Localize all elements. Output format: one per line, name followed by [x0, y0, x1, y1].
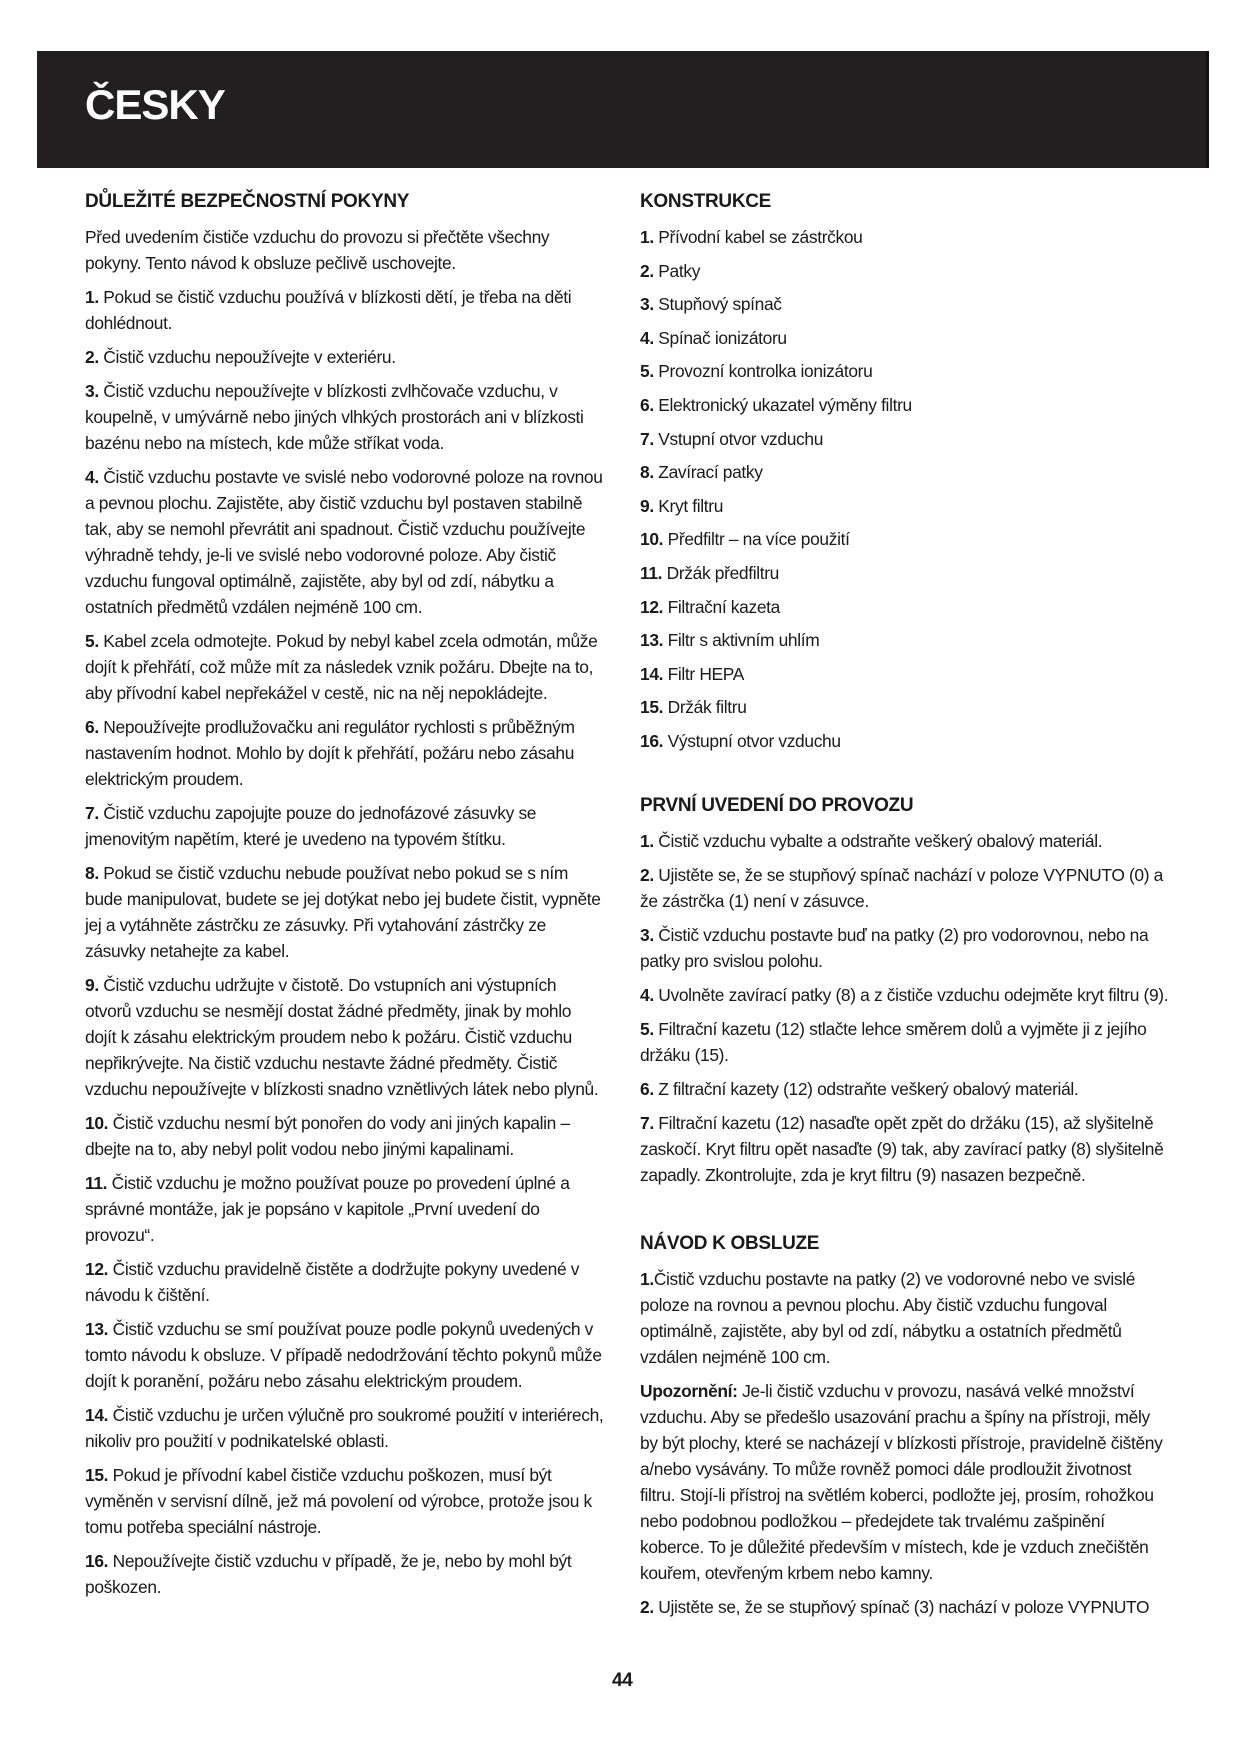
item-number: 6.: [85, 717, 99, 737]
item-number: 15.: [640, 697, 664, 718]
item-text: Čistič vzduchu nesmí být ponořen do vody ani jiných kapalin – dbejte na to, aby nebyl polit vodou nebo jinými kapalinami.: [85, 1113, 570, 1159]
safety-item: [85, 284, 605, 336]
component-item: [640, 258, 1170, 284]
item-text: Z filtrační kazety (12) odstraňte veškerý obalový materiál.: [658, 1078, 1079, 1099]
first-use-step: [640, 862, 1170, 914]
item-text: Kryt filtru: [658, 495, 724, 516]
item-text: Uvolněte zavírací patky (8) a z čističe vzduchu odejměte kryt filtru (9).: [658, 984, 1169, 1005]
item-text: Stupňový spínač: [658, 294, 782, 315]
page-number: 44: [612, 1670, 633, 1691]
item-number: 1.: [640, 830, 654, 851]
item-number: 1.: [640, 1268, 654, 1289]
component-item: [640, 627, 1170, 653]
item-number: 16.: [640, 730, 664, 751]
component-item: [640, 291, 1170, 317]
item-text: Čistič vzduchu pravidelně čistěte a dodržujte pokyny uvedené v návodu k čištění.: [85, 1259, 580, 1305]
item-text: Výstupní otvor vzduchu: [667, 730, 841, 751]
item-text: Vstupní otvor vzduchu: [658, 428, 824, 449]
component-item: [640, 325, 1170, 351]
construction-list: [640, 224, 1170, 754]
item-text: Patky: [658, 260, 701, 281]
item-text: Předfiltr – na více použití: [667, 529, 850, 550]
safety-item: [85, 378, 605, 456]
item-number: 12.: [85, 1259, 109, 1279]
safety-item: [85, 972, 605, 1102]
safety-item: [85, 1548, 605, 1600]
item-text: Ujistěte se, že se stupňový spínač nachází v poloze VYPNUTO (0) a že zástrčka (1) není v zásuvce.: [640, 864, 1163, 911]
item-text: Provozní kontrolka ionizátoru: [658, 361, 873, 382]
item-number: 4.: [640, 327, 654, 348]
item-text: Elektronický ukazatel výměny filtru: [658, 394, 912, 415]
item-number: 5.: [640, 361, 654, 382]
item-number: 2.: [640, 260, 654, 281]
safety-item: [85, 714, 605, 792]
item-number: 13.: [640, 630, 664, 651]
item-number: 15.: [85, 1465, 109, 1485]
first-use-step: [640, 922, 1170, 974]
item-text: Ujistěte se, že se stupňový spínač (3) nachází v poloze VYPNUTO: [658, 1596, 1150, 1617]
safety-heading: DŮLEŽITÉ BEZPEČNOSTNÍ POKYNY: [85, 191, 410, 212]
item-number: 2.: [85, 347, 99, 367]
item-number: 5.: [85, 631, 99, 651]
component-item: [640, 426, 1170, 452]
item-number: 1.: [640, 227, 654, 247]
component-item: [640, 661, 1170, 687]
safety-list: [85, 284, 605, 1600]
item-text: Čistič vzduchu udržujte v čistotě. Do vstupních ani výstupních otvorů vzduchu se nesmějí dostat žádné předměty, jinak by mohlo dojít k zásahu elektrickým proudem nebo k požáru. Čistič vzduchu nepřikrývejte. Na čistič vzduchu nestavte žádné předměty. Čistič vzduchu nepoužívejte v blízkosti snadno vznětlivých látek nebo plynů.: [85, 975, 599, 1099]
item-number: 3.: [640, 294, 654, 315]
item-text: Čistič vzduchu nepoužívejte v blízkosti zvlhčovače vzduchu, v koupelně, v umývárně nebo jiných vlhkých prostorách ani v blízkosti bazénu nebo na místech, kde může stříkat voda.: [85, 381, 584, 453]
header-bar: [37, 51, 1206, 168]
safety-item: [85, 1402, 605, 1454]
item-text: Pokud se čistič vzduchu nebude používat nebo pokud se s ním bude manipulovat, budete se jej dotýkat nebo jej budete čistit, vypněte jej a vytáhněte zástrčku ze zásuvky. Při vytahování zástrčky ze zásuvky netahejte za kabel.: [85, 863, 601, 961]
component-item: [640, 594, 1170, 620]
safety-item: [85, 344, 605, 370]
item-number: 2.: [640, 1596, 654, 1617]
item-number: 1.: [85, 287, 99, 307]
item-number: 9.: [85, 975, 99, 995]
safety-item: [85, 1462, 605, 1540]
item-text: Čistič vzduchu nepoužívejte v exteriéru.: [103, 347, 396, 367]
safety-item: [85, 1256, 605, 1308]
item-number: 7.: [640, 1112, 654, 1133]
item-number: 16.: [85, 1551, 109, 1571]
note-text: Je-li čistič vzduchu v provozu, nasává velké množství vzduchu. Aby se předešlo usazování prachu a špíny na přístroji, měly by být plochy, které se nacházejí v blízkosti přístroje, pravidelně čištěny a/nebo vysávány. To může rovněž pomoci dále prodloužit životnost filtru. Stojí-li přístroj na světlém koberci, podložte jej, prosím, rohožkou nebo podobnou podložkou – předejdete tak trvalému zašpinění koberce. To je důležité především v místech, kde je vzduch znečištěn kouřem, otevřeným krbem nebo kamny.: [640, 1380, 1163, 1583]
item-text: Filtrační kazetu (12) stlačte lehce směrem dolů a vyjměte ji z jejího držáku (15).: [640, 1018, 1147, 1065]
safety-item: [85, 800, 605, 852]
item-number: 4.: [85, 467, 99, 487]
item-text: Nepoužívejte čistič vzduchu v případě, že je, nebo by mohl být poškozen.: [85, 1551, 572, 1597]
safety-item: [85, 1316, 605, 1394]
item-number: 6.: [640, 1078, 654, 1099]
item-number: 2.: [640, 864, 654, 885]
first-use-step: [640, 1110, 1170, 1188]
safety-item: [85, 1170, 605, 1248]
item-number: 4.: [640, 984, 654, 1005]
item-text: Čistič vzduchu je možno používat pouze po provedení úplné a správné montáže, jak je popsáno v kapitole „První uvedení do provozu“.: [85, 1173, 570, 1245]
item-number: 8.: [640, 462, 654, 483]
item-number: 13.: [85, 1319, 109, 1339]
component-item: [640, 526, 1170, 552]
safety-item: [85, 628, 605, 706]
safety-item: [85, 860, 605, 964]
item-text: Pokud se čistič vzduchu používá v blízkosti dětí, je třeba na děti dohlédnout.: [85, 287, 572, 333]
item-number: 10.: [85, 1113, 109, 1133]
item-text: Držák filtru: [667, 697, 747, 718]
item-text: Čistič vzduchu vybalte a odstraňte veškerý obalový materiál.: [658, 830, 1103, 851]
item-text: Čistič vzduchu postavte na patky (2) ve vodorovné nebo ve svislé poloze na rovnou a pevnou plochu. Aby čistič vzduchu fungoval optimálně, zajistěte, aby byl od zdí, nábytku a ostatních předmětů vzdálen nejméně 100 cm.: [640, 1268, 1136, 1367]
item-text: Čistič vzduchu zapojujte pouze do jednofázové zásuvky se jmenovitým napětím, které je uvedeno na typovém štítku.: [85, 803, 537, 849]
item-number: 11.: [640, 562, 663, 583]
first-use-list: [640, 828, 1170, 1188]
component-item: [640, 694, 1170, 720]
note-label: Upozornění:: [640, 1380, 738, 1401]
item-number: 7.: [640, 428, 654, 449]
item-number: 6.: [640, 394, 654, 415]
item-text: Filtr HEPA: [667, 663, 744, 684]
operation-item: [640, 1266, 1170, 1370]
item-number: 3.: [85, 381, 99, 401]
item-text: Pokud je přívodní kabel čističe vzduchu poškozen, musí být vyměněn v servisní dílně, jež má povolení od výrobce, protože jsou k tomu potřeba speciální nástroje.: [85, 1465, 592, 1537]
component-item: [640, 560, 1170, 586]
item-text: Kabel zcela odmotejte. Pokud by nebyl kabel zcela odmotán, může dojít k přehřátí, což může mít za následek vznik požáru. Dbejte na to, aby přívodní kabel nepřekážel v cestě, nic na něj nepokládejte.: [85, 631, 598, 703]
first-use-step: [640, 1076, 1170, 1102]
operation-item: [640, 1594, 1170, 1620]
first-use-heading: PRVNÍ UVEDENÍ DO PROVOZU: [640, 794, 914, 816]
component-item: [640, 358, 1170, 384]
item-number: 14.: [85, 1405, 109, 1425]
item-text: Čistič vzduchu postavte buď na patky (2) pro vodorovnou, nebo na patky pro svislou polohu.: [640, 924, 1149, 971]
item-number: 3.: [640, 924, 654, 945]
operation-heading: NÁVOD K OBSLUZE: [640, 1232, 820, 1254]
header-edge: [1206, 51, 1209, 168]
item-number: 7.: [85, 803, 99, 823]
first-use-step: [640, 982, 1170, 1008]
item-text: Filtr s aktivním uhlím: [667, 630, 820, 651]
item-text: Čistič vzduchu se smí používat pouze podle pokynů uvedených v tomto návodu k obsluze. V případě nedodržování těchto pokynů může dojít k poranění, požáru nebo zásahu elektrickým proudem.: [85, 1319, 602, 1391]
operation-note: [640, 1378, 1170, 1586]
right-column: [640, 190, 1170, 1628]
item-text: Spínač ionizátoru: [658, 327, 787, 348]
component-item: [640, 224, 1170, 250]
item-text: Nepoužívejte prodlužovačku ani regulátor rychlosti s průběžným nastavením hodnot. Mohlo by dojít k přehřátí, požáru nebo zásahu elektrickým proudem.: [85, 717, 575, 789]
item-number: 5.: [640, 1018, 654, 1039]
language-title: ČESKY: [85, 81, 225, 128]
item-text: Filtrační kazetu (12) nasaďte opět zpět do držáku (15), až slyšitelně zaskočí. Kryt filtru opět nasaďte (9) tak, aby zavírací patky (8) slyšitelně zapadly. Zkontrolujte, zda je kryt filtru (9) nasazen bezpečně.: [640, 1112, 1164, 1185]
first-use-step: [640, 1016, 1170, 1068]
item-number: 8.: [85, 863, 99, 883]
item-number: 11.: [85, 1173, 108, 1193]
component-item: [640, 459, 1170, 485]
item-text: Filtrační kazeta: [667, 596, 780, 617]
item-text: Přívodní kabel se zástrčkou: [658, 227, 863, 247]
item-number: 9.: [640, 495, 654, 516]
first-use-step: [640, 828, 1170, 854]
item-text: Čistič vzduchu postavte ve svislé nebo vodorovné poloze na rovnou a pevnou plochu. Zajistěte, aby čistič vzduchu byl postaven stabilně tak, aby se nemohl převrátit ani spadnout. Čistič vzduchu používejte výhradně tehdy, je-li ve svislé nebo vodorovné poloze. Aby čistič vzduchu fungoval optimálně, zajistěte, aby byl od zdí, nábytku a ostatních předmětů vzdálen nejméně 100 cm.: [85, 467, 603, 617]
item-text: Držák předfiltru: [666, 562, 779, 583]
item-text: Čistič vzduchu je určen výlučně pro soukromé použití v interiérech, nikoliv pro použití v podnikatelské oblasti.: [85, 1405, 604, 1451]
component-item: [640, 392, 1170, 418]
safety-item: [85, 1110, 605, 1162]
item-text: Zavírací patky: [658, 462, 763, 483]
component-item: [640, 493, 1170, 519]
construction-heading: KONSTRUKCE: [640, 191, 772, 212]
safety-intro: Před uvedením čističe vzduchu do provozu si přečtěte všechny pokyny. Tento návod k obsluze pečlivě uschovejte.: [85, 227, 550, 273]
left-column: [85, 190, 605, 1608]
safety-item: [85, 464, 605, 620]
component-item: [640, 728, 1170, 754]
item-number: 10.: [640, 529, 664, 550]
item-number: 14.: [640, 663, 664, 684]
item-number: 12.: [640, 596, 664, 617]
